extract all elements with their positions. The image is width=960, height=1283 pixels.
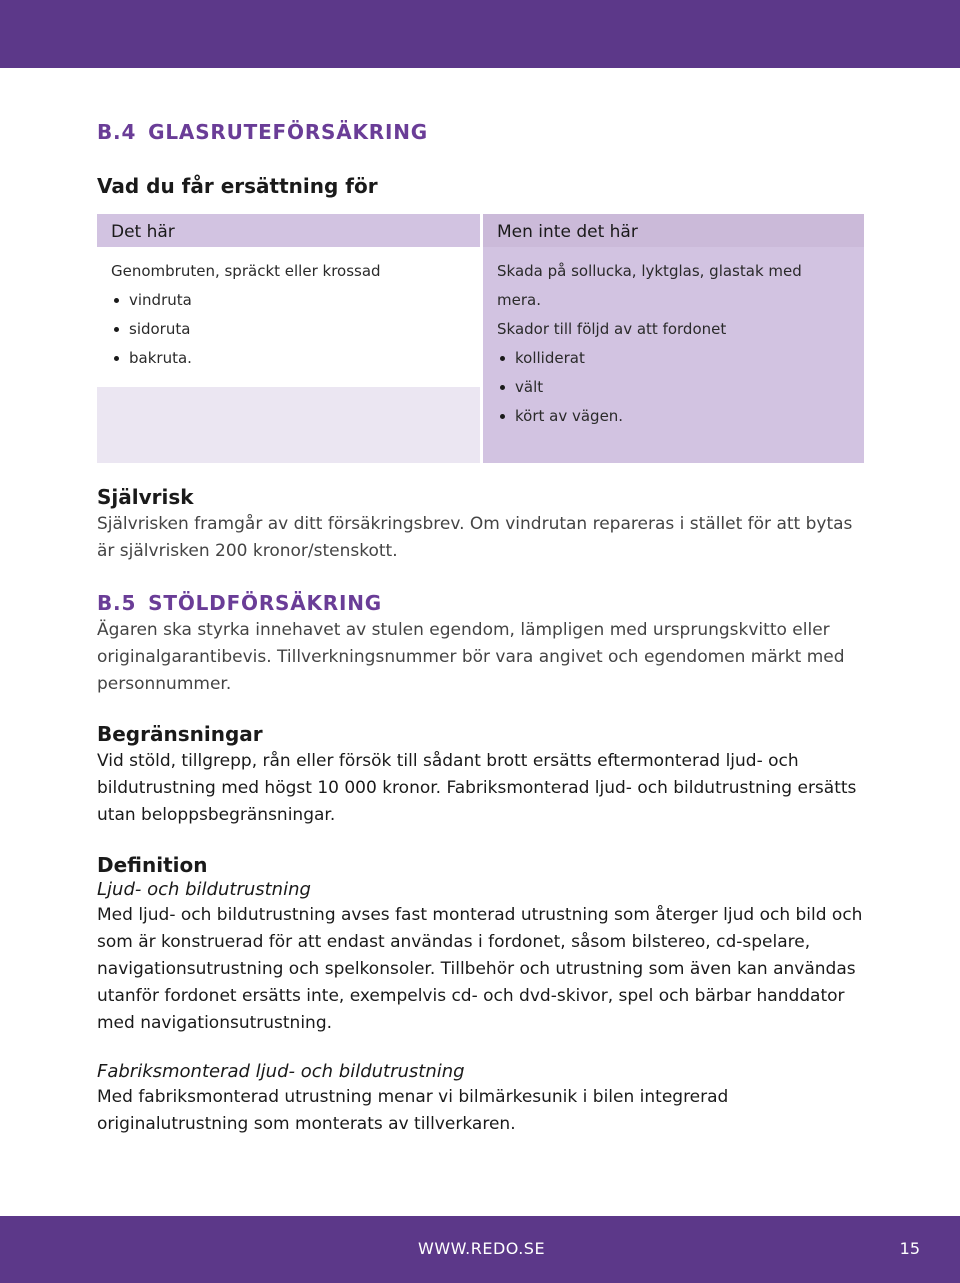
list-item-text: vindruta — [129, 291, 192, 309]
section-number: B.4 — [97, 120, 137, 144]
not-covered-body — [483, 247, 864, 463]
covered-body — [97, 247, 480, 387]
not-covered-line: Skador till följd av att fordonet — [497, 320, 727, 338]
not-covered-line: Skada på sollucka, lyktglas, glastak med mera. — [497, 262, 802, 309]
definition-title: Ljud- och bildutrustning — [97, 879, 311, 900]
covered-intro: Genombruten, spräckt eller krossad — [111, 262, 381, 280]
list-item — [497, 373, 850, 402]
list-item-text: kört av vägen. — [515, 407, 624, 425]
bullet-icon — [500, 356, 505, 361]
limitations-text: Vid stöld, tillgrepp, rån eller försök till sådant brott ersätts eftermonterad ljud- och bildutrustning med högst 10 000 kronor. Fabriksmonterad ljud- och bildutrustning ersätts utan beloppsbegränsningar. — [97, 751, 857, 825]
not-covered-header: Men inte det här — [483, 214, 864, 247]
sjalvrisk-heading: Självrisk — [97, 485, 194, 509]
subheading-coverage: Vad du får ersättning för — [97, 174, 378, 198]
definition-text: Med ljud- och bildutrustning avses fast monterad utrustning som återger ljud och bild och som är konstruerad för att endast användas i fordonet, såsom bilstereo, cd-spelare, navigationsutrustning och spelkonsoler. Tillbehör och utrustning som även kan användas utanför fordonet ersätts inte, exempelvis cd- och dvd-skivor, spel och bärbar handdator med navigationsutrustning. — [97, 905, 863, 1033]
bullet-icon — [114, 356, 119, 361]
b5-intro: Ägaren ska styrka innehavet av stulen egendom, lämpligen med ursprungskvitto eller originalgarantibevis. Tillverkningsnummer bör vara angivet och egendomen märkt med personnummer. — [97, 620, 845, 694]
page-number: 15 — [899, 1239, 920, 1258]
coverage-table — [97, 214, 864, 463]
list-item — [111, 344, 466, 373]
footer-link[interactable]: WWW.REDO.SE — [418, 1239, 546, 1258]
list-item — [497, 402, 850, 431]
list-item — [111, 315, 466, 344]
bullet-icon — [114, 327, 119, 332]
list-item-text: bakruta. — [129, 349, 192, 367]
list-item — [111, 286, 466, 315]
bullet-icon — [114, 298, 119, 303]
list-item-text: sidoruta — [129, 320, 191, 338]
list-item-text: vält — [515, 378, 544, 396]
limitations-heading: Begränsningar — [97, 722, 263, 746]
definition-text: Med fabriksmonterad utrustning menar vi bilmärkesunik i bilen integrerad originalutrustning som monterats av tillverkaren. — [97, 1087, 729, 1134]
section-title-b4 — [97, 120, 867, 144]
section-title-text: GLASRUTEFÖRSÄKRING — [148, 120, 429, 144]
covered-header: Det här — [97, 214, 480, 247]
covered-column — [97, 214, 480, 463]
definition-title: Fabriksmonterad ljud- och bildutrustning — [97, 1061, 465, 1082]
section-title-text: STÖLDFÖRSÄKRING — [148, 591, 383, 615]
top-banner — [0, 0, 960, 68]
bullet-icon — [500, 385, 505, 390]
not-covered-column — [483, 214, 864, 463]
list-item — [497, 344, 850, 373]
section-number: B.5 — [97, 591, 137, 615]
definition-heading: Definition — [97, 853, 208, 877]
section-title-b5 — [97, 591, 867, 615]
sjalvrisk-text: Självrisken framgår av ditt försäkringsbrev. Om vindrutan repareras i stället för att bytas är självrisken 200 kronor/stenskott. — [97, 514, 853, 561]
bullet-icon — [500, 414, 505, 419]
list-item-text: kolliderat — [515, 349, 585, 367]
page-content — [97, 120, 867, 1138]
